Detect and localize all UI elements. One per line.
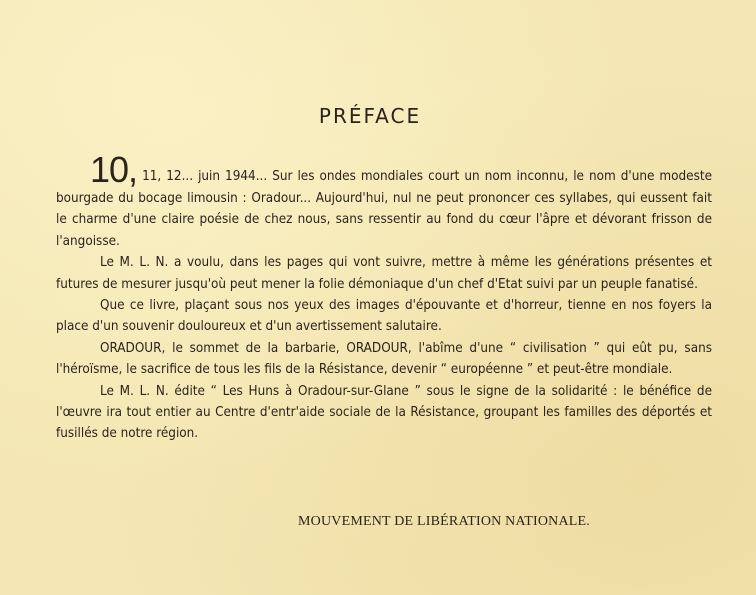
paragraph-5: Le M. L. N. édite “ Les Huns à Oradour-sur-Glane ” sous le signe de la solidarité : le bénéfice de l'œuvre ira tout entier au Centre d'entr'aide sociale de la Résistance, groupant les familles des déportés et fusillés de notre région. [56,383,712,442]
paragraph-3: Que ce livre, plaçant sous nos yeux des images d'épouvante et d'horreur, tienne en nos foyers la place d'un souvenir douloureux et d'un avertissement salutaire. [56,298,712,335]
paragraph-1-text: 11, 12... juin 1944... Sur les ondes mondiales court un nom inconnu, le nom d'une modeste bourgade du bocage limousin : Oradour... Aujourd'hui, nul ne peut prononcer ces syllabes, qui eussent fait le charme d'une claire poésie de chez nous, sans ressentir au fond du cœur l'âpre et dévorant frisson de l'angoisse. [56,169,712,249]
preface-body [56,149,712,445]
paragraph-4: ORADOUR, le sommet de la barbarie, ORADOUR, l'abîme d'une “ civilisation ” qui eût pu, sans l'héroïsme, le sacrifice de tous les fils de la Résistance, devenir “ européenne ” et peut-être mondiale. [56,340,712,378]
signature: MOUVEMENT DE LIBÉRATION NATIONALE. [298,514,590,529]
lead-number: 10, [90,149,138,190]
paragraph-1 [56,149,712,252]
paragraph-2: Le M. L. N. a voulu, dans les pages qui vont suivre, mettre à même les générations présentes et futures de mesurer jusqu'où peut mener la folie démoniaque d'un chef d'Etat suivi par un peuple fanatisé. [56,255,712,292]
page-title: PRÉFACE [318,104,422,128]
